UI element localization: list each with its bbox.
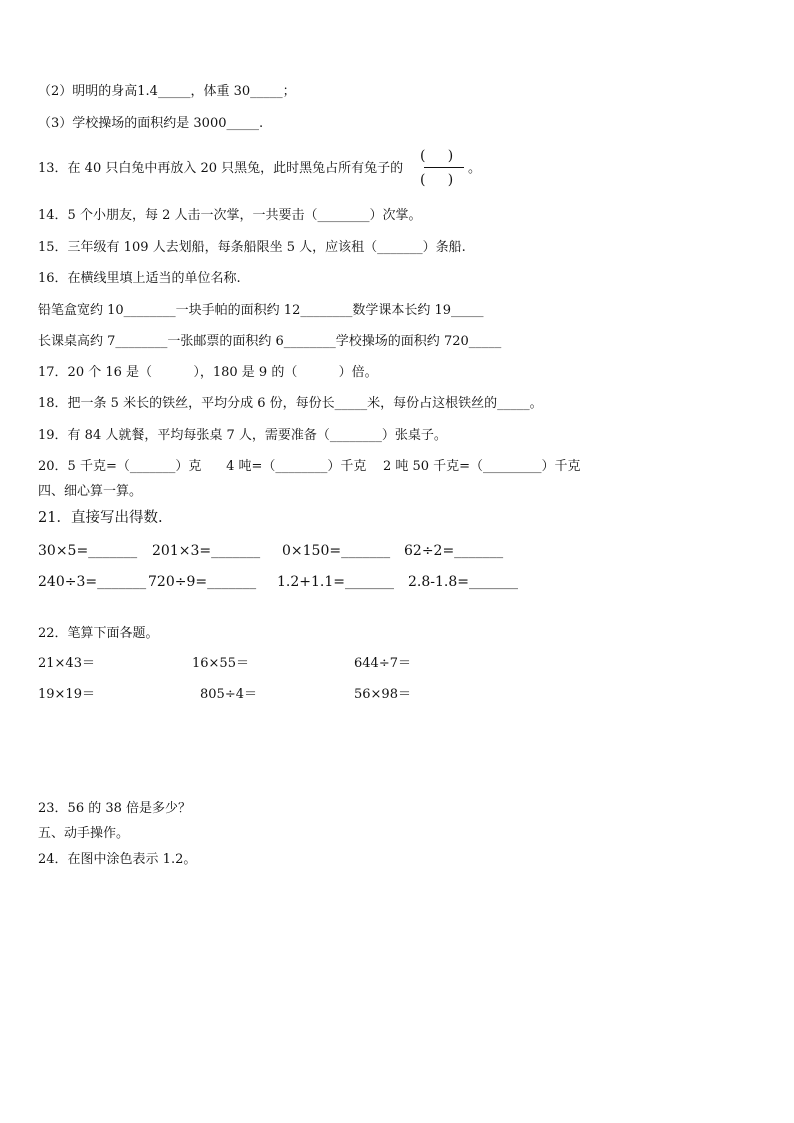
- question-22: [38, 626, 159, 642]
- question-23: [38, 801, 191, 817]
- q21-item: 1.2+1.1=_______: [277, 574, 394, 590]
- question-17: [38, 365, 378, 381]
- question-text: （2）明明的身高1.4_____，体重 30_____；: [38, 84, 296, 99]
- question-19: [38, 428, 447, 444]
- q22-item: 21×43＝: [38, 656, 95, 671]
- question-14: [38, 208, 421, 224]
- section-4-heading: [38, 484, 142, 500]
- section-title: 四、细心算一算。: [38, 484, 143, 499]
- q21-item: 201×3=_______: [152, 543, 261, 559]
- fraction-bar: [424, 167, 464, 168]
- question-15: [38, 240, 466, 256]
- question-text: 19．有 84 人就餐，平均每张桌 7 人，需要准备（________）张桌子。: [38, 428, 447, 443]
- question-text: 24．在图中涂色表示 1.2。: [38, 852, 197, 867]
- denominator-blank[interactable]: ( ): [420, 172, 454, 188]
- question-text: 20．5 千克=（_______）克 4 吨=（________）千克 2 吨 50 千克=（_________）千克: [38, 459, 581, 474]
- question-text: 铅笔盒宽约 10________一块手帕的面积约 12________数学课本长约 19_____: [38, 303, 484, 318]
- q22-item: 56×98＝: [354, 687, 411, 702]
- q22-item: 805÷4＝: [200, 687, 257, 702]
- q21-item: 0×150=_______: [282, 543, 391, 559]
- question-21: [38, 510, 163, 526]
- fraction-blank[interactable]: [420, 146, 466, 192]
- q21-item: 30×5=_______: [38, 543, 138, 559]
- question-12-part-2: [38, 84, 296, 100]
- punctuation: 。: [468, 161, 482, 176]
- question-text: 23．56 的 38 倍是多少？: [38, 801, 192, 816]
- question-16-row-2: [38, 334, 501, 350]
- question-12-part-3: [38, 116, 263, 132]
- question-text: 22．笔算下面各题。: [38, 626, 159, 641]
- q21-item: 62÷2=_______: [404, 543, 504, 559]
- question-text: （3）学校操场的面积约是 3000_____.: [38, 116, 264, 131]
- q22-item: 16×55＝: [192, 656, 249, 671]
- numerator-blank[interactable]: ( ): [420, 148, 454, 164]
- question-13: [38, 161, 403, 177]
- question-text: 17．20 个 16 是（ ），180 是 9 的（ ）倍。: [38, 365, 378, 380]
- q21-item: 720÷9=_______: [148, 574, 257, 590]
- question-text: 21．直接写出得数.: [38, 510, 163, 526]
- section-5-heading: [38, 826, 129, 842]
- question-text: 15．三年级有 109 人去划船，每条船限坐 5 人，应该租（_______）条船.: [38, 240, 466, 255]
- q22-item: 19×19＝: [38, 687, 95, 702]
- question-18: [38, 396, 543, 412]
- question-16: [38, 271, 241, 287]
- question-24: [38, 852, 196, 868]
- q21-item: 2.8-1.8=_______: [408, 574, 518, 590]
- q21-item: 240÷3=_______: [38, 574, 147, 590]
- question-13-end: [468, 161, 481, 177]
- question-text: 16．在横线里填上适当的单位名称.: [38, 271, 241, 286]
- question-16-row-1: [38, 303, 484, 319]
- question-text: 18．把一条 5 米长的铁丝，平均分成 6 份，每份长_____米，每份占这根铁丝的_____。: [38, 396, 543, 411]
- question-text: 14．5 个小朋友，每 2 人击一次掌，一共要击（________）次掌。: [38, 208, 422, 223]
- question-20: [38, 459, 581, 475]
- question-text: 13．在 40 只白兔中再放入 20 只黑兔，此时黑兔占所有兔子的: [38, 161, 404, 176]
- section-title: 五、动手操作。: [38, 826, 130, 841]
- question-text: 长课桌高约 7________一张邮票的面积约 6________学校操场的面积约 720_____: [38, 334, 502, 349]
- q22-item: 644÷7＝: [354, 656, 411, 671]
